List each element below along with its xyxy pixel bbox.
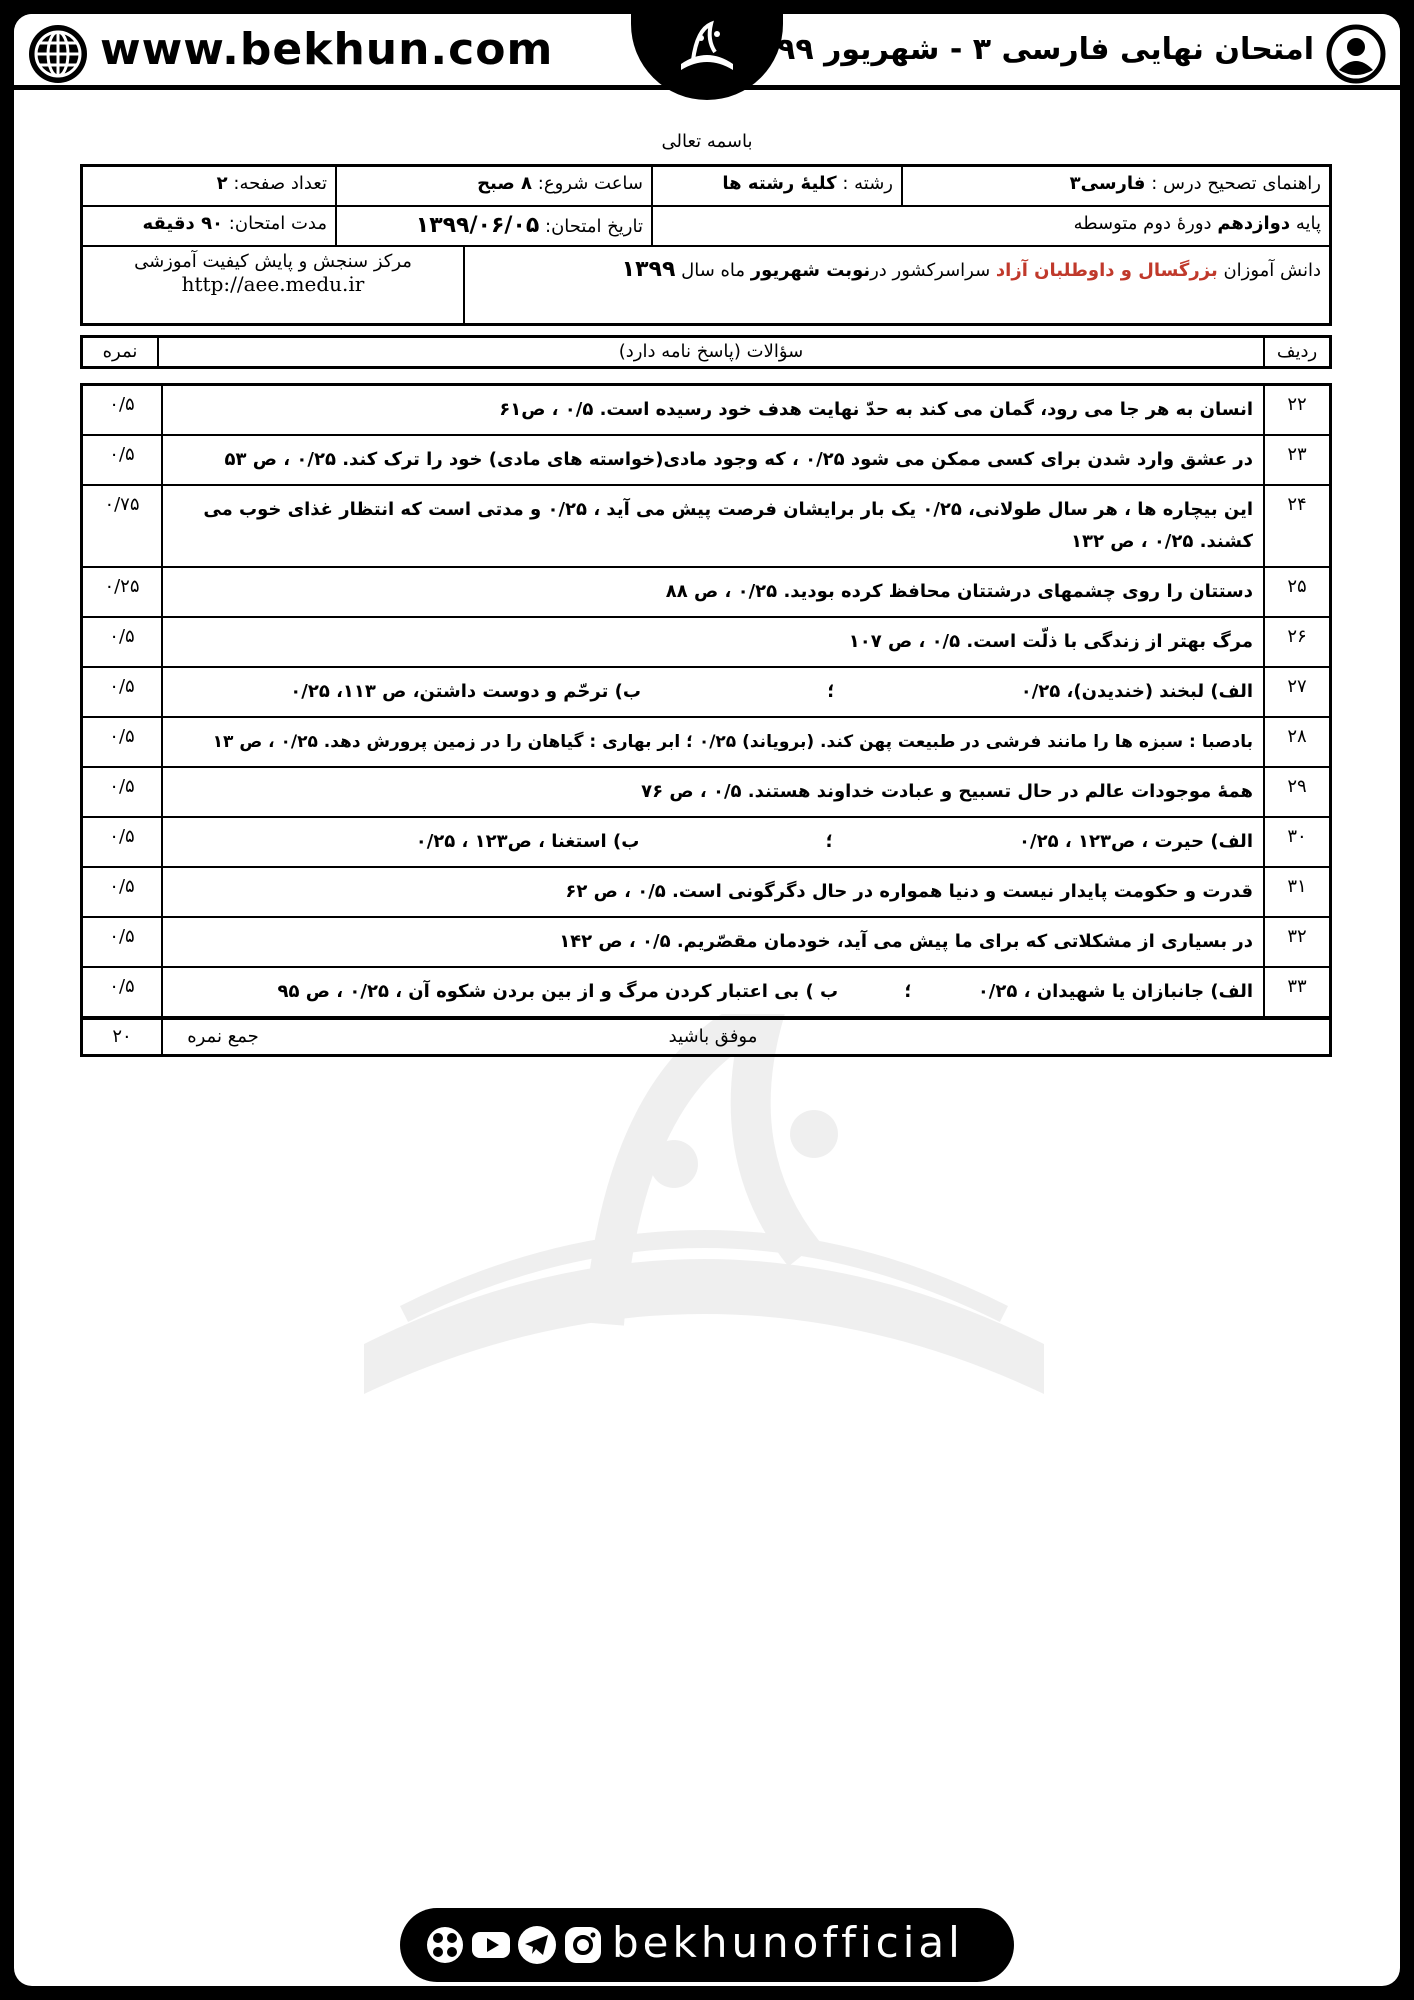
answer-score: ۰/۵ bbox=[83, 768, 163, 816]
answer-part-b: ب) ترحّم و دوست داشتن، ص ۱۱۳، ۰/۲۵ bbox=[290, 681, 641, 702]
answer-score: ۰/۵ bbox=[83, 818, 163, 866]
answer-row bbox=[83, 568, 1329, 618]
students-mid: سراسرکشور در bbox=[870, 260, 991, 281]
answer-row bbox=[83, 968, 1329, 1018]
answer-row bbox=[83, 618, 1329, 668]
field-cell bbox=[651, 167, 901, 205]
answer-number: ۳۳ bbox=[1263, 968, 1329, 1016]
answer-row bbox=[83, 386, 1329, 436]
center-url[interactable]: http://aee.medu.ir bbox=[181, 272, 365, 296]
answers-table bbox=[80, 383, 1332, 1057]
footer-row bbox=[83, 1018, 1329, 1054]
grade-suffix: دورهٔ دوم متوسطه bbox=[1073, 213, 1212, 234]
answer-text: این بیچاره ها ، هر سال طولانی، ۰/۲۵ یک بار برایشان فرصت پیش می آید ، ۰/۲۵ و مدتی است که انتظار غذای خوب می کشند. ۰/۲۵ ، ص ۱۳۲ bbox=[203, 499, 1253, 552]
pages-value: ۲ bbox=[216, 173, 228, 194]
answer-score: ۰/۵ bbox=[83, 868, 163, 916]
answer-number: ۲۷ bbox=[1263, 668, 1329, 716]
footer-row-spacer bbox=[1263, 1020, 1329, 1054]
field-value: کلیهٔ رشته ها bbox=[722, 173, 837, 194]
answer-row bbox=[83, 668, 1329, 718]
center-cell bbox=[83, 247, 463, 323]
watermark-logo bbox=[344, 1014, 1064, 1474]
students-prefix: دانش آموزان bbox=[1223, 260, 1321, 281]
exam-info-table bbox=[80, 164, 1332, 326]
answer-part-a: الف) جانبازان یا شهیدان ، ۰/۲۵ bbox=[977, 981, 1253, 1002]
start-label: ساعت شروع: bbox=[537, 173, 643, 194]
grade-bold: دوازدهم bbox=[1217, 213, 1291, 234]
questions-header-label: سؤالات (پاسخ نامه دارد) bbox=[157, 338, 1263, 366]
answer-text: الف) لبخند (خندیدن)، ۰/۲۵ ؛ ب) ترحّم و دوست داشتن، ص ۱۱۳، ۰/۲۵ bbox=[290, 681, 1253, 702]
answer-number: ۲۸ bbox=[1263, 718, 1329, 766]
answer-part-b: ب ) بی اعتبار کردن مرگ و از بین بردن شکوه آن ، ۰/۲۵ ، ص ۹۵ bbox=[277, 981, 839, 1002]
answer-score: ۰/۵ bbox=[83, 718, 163, 766]
answer-part-a: الف) لبخند (خندیدن)، ۰/۲۵ bbox=[1020, 681, 1253, 702]
answer-row bbox=[83, 868, 1329, 918]
pages-cell bbox=[83, 167, 335, 205]
instagram-icon[interactable] bbox=[562, 1924, 604, 1966]
answer-part-a: الف) حیرت ، ص۱۲۳ ، ۰/۲۵ bbox=[1019, 831, 1253, 852]
social-handle[interactable]: bekhunofficial bbox=[612, 1918, 964, 1967]
answer-text: انسان به هر جا می رود، گمان می کند به حدّ نهایت هدف خود رسیده است. ۰/۵ ، ص۶۱ bbox=[499, 399, 1253, 420]
info-row-1 bbox=[83, 167, 1329, 207]
row-header: ردیف bbox=[1263, 338, 1329, 366]
answer-number: ۳۰ bbox=[1263, 818, 1329, 866]
page bbox=[14, 14, 1400, 1986]
answer-row bbox=[83, 818, 1329, 868]
answer-number: ۳۲ bbox=[1263, 918, 1329, 966]
bekhun-logo bbox=[671, 16, 743, 88]
answer-score: ۰/۵ bbox=[83, 918, 163, 966]
good-luck-message: موفق باشید bbox=[668, 1026, 758, 1047]
answer-part-b: ب) استغنا ، ص۱۲۳ ، ۰/۲۵ bbox=[415, 831, 640, 852]
site-header bbox=[14, 14, 1400, 90]
answer-score: ۰/۲۵ bbox=[83, 568, 163, 616]
duration-cell bbox=[83, 207, 335, 245]
answer-text: بادصبا : سبزه ها را مانند فرشی در طبیعت پهن کند. (برویاند) ۰/۲۵ ؛ ابر بهاری : گیاهان را در زمین پرورش دهد. ۰/۲۵ ، ص ۱۳ bbox=[212, 732, 1253, 752]
answer-number: ۲۵ bbox=[1263, 568, 1329, 616]
exam-title: امتحان نهایی فارسی ۳ - شهریور ۹۹ bbox=[777, 32, 1314, 67]
guide-value: فارسی۳ bbox=[1069, 173, 1146, 194]
answer-score: ۰/۵ bbox=[83, 436, 163, 484]
answer-text: در عشق وارد شدن برای کسی ممکن می شود ۰/۲۵ ، که وجود مادی(خواسته های مادی) خود را ترک کند. ۰/۲۵ ، ص ۵۳ bbox=[224, 449, 1253, 470]
info-row-3 bbox=[83, 247, 1329, 323]
answer-number: ۲۶ bbox=[1263, 618, 1329, 666]
field-label: رشته : bbox=[842, 173, 893, 194]
answer-row bbox=[83, 768, 1329, 818]
user-icon[interactable] bbox=[1326, 24, 1386, 84]
answer-text: الف) جانبازان یا شهیدان ، ۰/۲۵ ؛ ب ) بی اعتبار کردن مرگ و از بین بردن شکوه آن ، ۰/۲۵ ، ص ۹۵ bbox=[277, 981, 1253, 1002]
score-header: نمره bbox=[102, 341, 138, 362]
answer-text: دستتان را روی چشمهای درشتتان محافظ کرده بودید. ۰/۲۵ ، ص ۸۸ bbox=[665, 581, 1253, 602]
answer-number: ۳۱ bbox=[1263, 868, 1329, 916]
total-score-label: جمع نمره bbox=[187, 1026, 259, 1047]
answer-row bbox=[83, 436, 1329, 486]
aparat-icon[interactable] bbox=[424, 1924, 466, 1966]
answer-text: در بسیاری از مشکلاتی که برای ما پیش می آید، خودمان مقصّریم. ۰/۵ ، ص ۱۴۲ bbox=[559, 931, 1253, 952]
answer-text: همهٔ موجودات عالم در حال تسبیح و عبادت خداوند هستند. ۰/۵ ، ص ۷۶ bbox=[641, 781, 1253, 802]
center-name: مرکز سنجش و پایش کیفیت آموزشی bbox=[134, 251, 412, 272]
besmeh: باسمه تعالی bbox=[661, 131, 753, 152]
answer-number: ۲۲ bbox=[1263, 386, 1329, 434]
answer-row bbox=[83, 486, 1329, 568]
info-row-2 bbox=[83, 207, 1329, 247]
guide-cell bbox=[901, 167, 1329, 205]
answer-text: الف) حیرت ، ص۱۲۳ ، ۰/۲۵ ؛ ب) استغنا ، ص۱۲۳ ، ۰/۲۵ bbox=[415, 831, 1253, 852]
answer-score: ۰/۵ bbox=[83, 618, 163, 666]
pages-label: تعداد صفحه: bbox=[233, 173, 327, 194]
answer-number: ۲۹ bbox=[1263, 768, 1329, 816]
students-year: ۱۳۹۹ bbox=[621, 257, 676, 282]
globe-icon[interactable] bbox=[26, 22, 90, 86]
date-cell bbox=[335, 207, 651, 245]
social-bar bbox=[400, 1908, 1014, 1982]
grade-cell bbox=[651, 207, 1329, 245]
answer-number: ۲۴ bbox=[1263, 486, 1329, 566]
answer-score: ۰/۷۵ bbox=[83, 486, 163, 566]
start-cell bbox=[335, 167, 651, 205]
answer-score: ۰/۵ bbox=[83, 386, 163, 434]
logo-tab bbox=[631, 14, 783, 100]
answer-row bbox=[83, 718, 1329, 768]
duration-value: ۹۰ دقیقه bbox=[142, 213, 224, 234]
site-url[interactable]: www.bekhun.com bbox=[100, 24, 554, 75]
questions-header bbox=[80, 335, 1332, 369]
total-score-value: ۲۰ bbox=[83, 1020, 163, 1054]
duration-label: مدت امتحان: bbox=[228, 213, 327, 234]
students-cell bbox=[463, 247, 1329, 323]
guide-label: راهنمای تصحیح درس : bbox=[1151, 173, 1321, 194]
youtube-icon[interactable] bbox=[470, 1924, 512, 1966]
students-year-label: ماه سال bbox=[681, 260, 746, 281]
start-value: ۸ صبح bbox=[477, 173, 533, 194]
students-red: بزرگسال و داوطلبان آزاد bbox=[995, 260, 1218, 281]
students-bold: نوبت شهریور bbox=[750, 260, 871, 281]
answer-text: مرگ بهتر از زندگی با ذلّت است. ۰/۵ ، ص ۱۰۷ bbox=[848, 631, 1253, 652]
grade-prefix: پایه bbox=[1295, 213, 1321, 234]
date-value: ۱۳۹۹/۰۶/۰۵ bbox=[415, 213, 540, 238]
telegram-icon[interactable] bbox=[516, 1924, 558, 1966]
answer-row bbox=[83, 918, 1329, 968]
answer-score: ۰/۵ bbox=[83, 968, 163, 1016]
answer-score: ۰/۵ bbox=[83, 668, 163, 716]
answer-text: قدرت و حکومت پایدار نیست و دنیا همواره در حال دگرگونی است. ۰/۵ ، ص ۶۲ bbox=[565, 881, 1253, 902]
answer-number: ۲۳ bbox=[1263, 436, 1329, 484]
date-label: تاریخ امتحان: bbox=[545, 216, 643, 237]
